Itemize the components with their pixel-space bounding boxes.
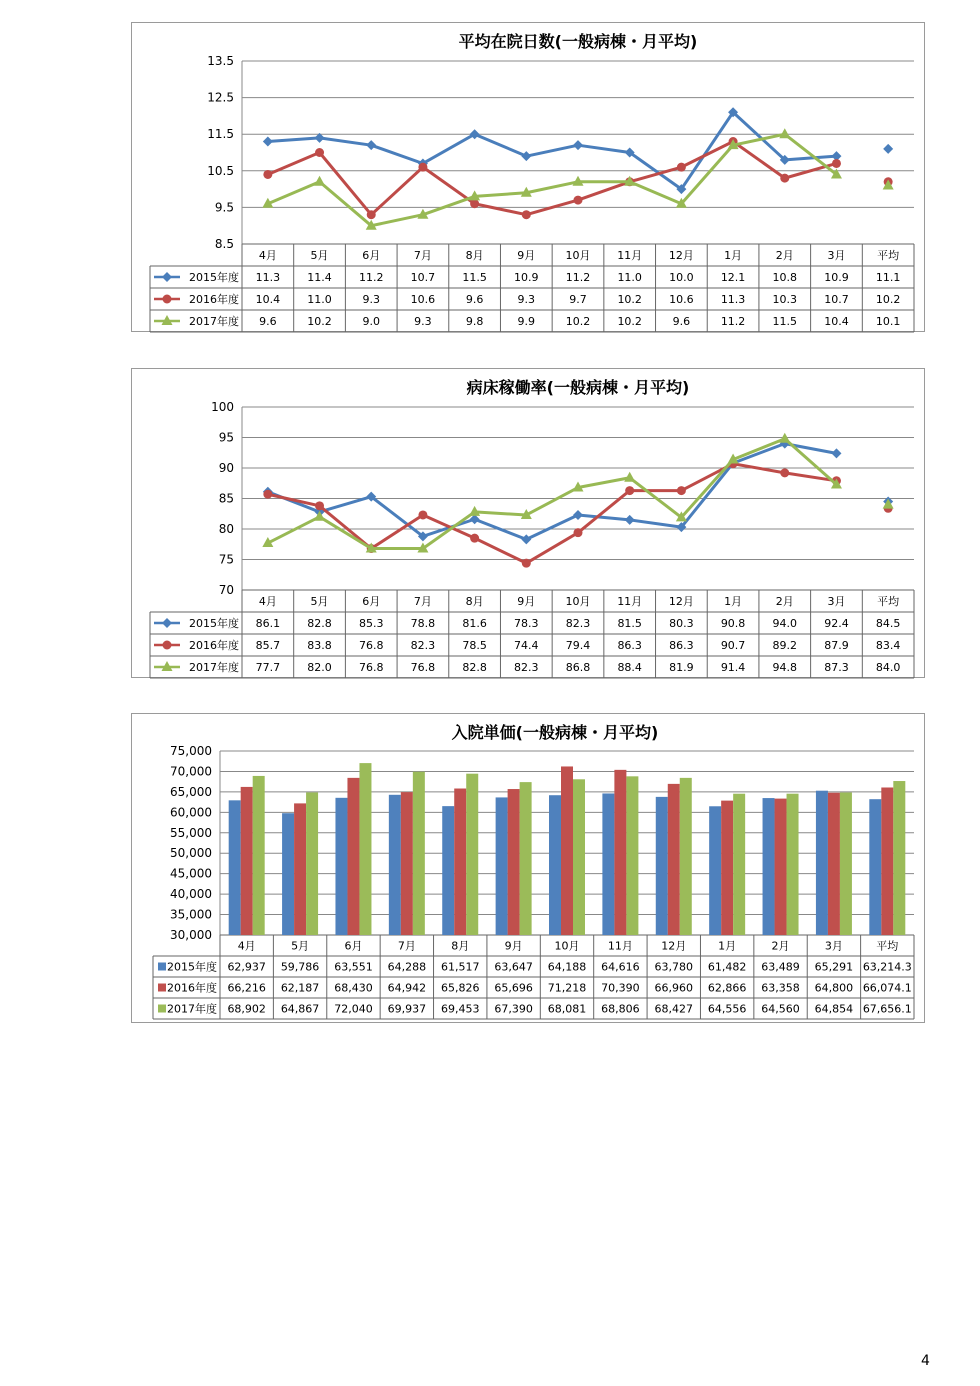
y-tick-label: 35,000	[170, 907, 212, 922]
data-table-cell: 68,081	[547, 1002, 587, 1016]
legend-key-marker	[162, 272, 172, 282]
y-tick-label: 45,000	[170, 866, 212, 881]
data-table-cell: 71,218	[547, 981, 587, 995]
data-point	[624, 472, 635, 482]
data-table-cell: 76.8	[358, 661, 384, 674]
bar	[359, 763, 371, 935]
data-table-cell: 72,040	[334, 1002, 373, 1016]
data-table-cell: 61,517	[440, 960, 480, 974]
legend-key	[158, 963, 166, 971]
data-point	[366, 140, 376, 150]
y-tick-label: 70,000	[170, 764, 212, 779]
data-table-cell: 82.3	[514, 661, 539, 674]
x-tick-label: 3月	[824, 939, 843, 953]
data-table-cell: 61,482	[707, 960, 747, 974]
data-table-cell: 68,430	[334, 981, 373, 995]
data-table-cell: 70,390	[601, 981, 640, 995]
x-tick-label: 11月	[617, 249, 643, 262]
data-table-cell: 87.9	[824, 639, 849, 652]
data-table-cell: 82.0	[307, 661, 332, 674]
data-point	[315, 501, 324, 510]
data-table-cell: 69,937	[387, 1002, 427, 1016]
data-table-cell: 62,187	[280, 981, 320, 995]
x-tick-label: 11月	[607, 939, 633, 953]
data-table-cell: 10.9	[824, 271, 849, 284]
data-point	[522, 210, 531, 219]
bar	[602, 793, 614, 935]
data-table-cell: 11.5	[772, 315, 798, 328]
x-tick-label: 1月	[718, 939, 737, 953]
series-line	[268, 134, 837, 226]
bar	[828, 793, 840, 935]
y-tick-label: 30,000	[170, 928, 212, 942]
x-tick-label: 6月	[344, 939, 363, 953]
data-table-cell: 63,214.3	[862, 960, 912, 974]
x-tick-label: 1月	[724, 249, 743, 262]
data-table-cell: 78.5	[462, 639, 487, 652]
legend-label: 2015年度	[167, 960, 217, 974]
legend-label: 2015年度	[189, 271, 239, 284]
data-table-cell: 11.3	[720, 293, 746, 306]
data-table-cell: 10.4	[824, 315, 849, 328]
data-table-cell: 76.8	[358, 639, 384, 652]
data-table-cell: 74.4	[514, 639, 539, 652]
x-tick-label: 5月	[291, 939, 310, 953]
series-line	[268, 142, 837, 215]
data-point	[315, 148, 324, 157]
bar	[893, 781, 905, 935]
data-table-cell: 10.0	[669, 271, 694, 284]
data-table-cell: 63,647	[494, 960, 533, 974]
data-point	[573, 510, 583, 520]
data-point	[883, 499, 894, 509]
data-point	[574, 528, 583, 537]
x-tick-label: 2月	[775, 595, 794, 608]
data-table-cell: 64,616	[601, 960, 640, 974]
y-tick-label: 65,000	[170, 784, 212, 799]
bar	[573, 779, 585, 935]
x-tick-label: 7月	[397, 939, 416, 953]
y-tick-label: 90	[218, 461, 234, 475]
data-table-cell: 10.2	[617, 293, 642, 306]
data-table-cell: 82.3	[410, 639, 436, 652]
data-table-cell: 81.9	[669, 661, 694, 674]
data-table-cell: 10.9	[514, 271, 539, 284]
y-tick-label: 40,000	[170, 887, 212, 902]
data-point	[314, 176, 325, 186]
data-point	[263, 137, 273, 147]
data-table-cell: 11.1	[875, 271, 901, 284]
data-point	[780, 468, 789, 477]
x-tick-label: 4月	[258, 595, 277, 608]
y-tick-label: 12.5	[207, 90, 234, 105]
bar	[520, 782, 532, 935]
data-point	[573, 140, 583, 150]
data-table-cell: 85.3	[358, 617, 384, 630]
x-tick-label: 7月	[413, 249, 432, 262]
data-table-cell: 64,800	[814, 981, 854, 995]
data-table-cell: 84.0	[875, 661, 901, 674]
avg-length-of-stay-chart	[131, 22, 925, 332]
x-tick-label: 8月	[451, 939, 470, 953]
data-point	[832, 159, 841, 168]
bar	[241, 787, 253, 935]
data-table-cell: 10.4	[255, 293, 281, 306]
y-tick-label: 80	[218, 522, 234, 536]
y-tick-label: 9.5	[214, 200, 234, 215]
y-tick-label: 85	[218, 491, 234, 506]
data-table-cell: 84.5	[875, 617, 901, 630]
y-tick-label: 8.5	[214, 237, 234, 251]
data-table-cell: 63,780	[654, 960, 694, 974]
data-table-cell: 10.7	[410, 271, 436, 284]
x-tick-label: 8月	[465, 249, 484, 262]
data-table-cell: 87.3	[824, 661, 849, 674]
data-point	[470, 199, 479, 208]
data-point	[831, 448, 841, 458]
data-table-cell: 86.3	[669, 639, 694, 652]
data-table-cell: 81.5	[617, 617, 642, 630]
data-table-cell: 9.3	[414, 315, 432, 328]
legend-key-marker	[162, 618, 172, 628]
bar	[282, 813, 294, 935]
bar	[401, 792, 413, 935]
data-table-cell: 9.6	[672, 315, 691, 328]
x-tick-label: 11月	[617, 595, 643, 608]
data-table-cell: 64,867	[280, 1002, 320, 1016]
data-table-cell: 86.3	[617, 639, 642, 652]
data-table-cell: 11.4	[307, 271, 332, 284]
y-tick-label: 100	[211, 400, 234, 414]
chart-title: 病床稼働率(一般病棟・月平均)	[466, 378, 690, 397]
bar	[881, 787, 893, 935]
data-table-cell: 65,696	[494, 981, 533, 995]
data-table-cell: 89.2	[772, 639, 798, 652]
bar	[656, 797, 668, 935]
data-table-cell: 64,288	[387, 960, 427, 974]
data-table-cell: 68,902	[227, 1002, 266, 1016]
data-table-cell: 11.0	[617, 271, 642, 284]
data-table-cell: 91.4	[720, 661, 746, 674]
avg-length-of-stay-svg	[132, 23, 926, 333]
bar	[668, 784, 680, 935]
data-table-cell: 82.8	[462, 661, 487, 674]
legend-key-marker	[163, 641, 172, 650]
data-table-cell: 64,188	[547, 960, 587, 974]
page-number: 4	[921, 1353, 930, 1369]
data-table-cell: 59,786	[280, 960, 320, 974]
y-tick-label: 60,000	[170, 805, 212, 820]
bar	[454, 789, 466, 935]
data-table-cell: 9.7	[569, 293, 587, 306]
data-table-cell: 11.2	[720, 315, 746, 328]
data-table-cell: 9.3	[362, 293, 380, 306]
x-tick-label: 9月	[504, 939, 523, 953]
x-tick-label: 10月	[554, 939, 580, 953]
y-tick-label: 55,000	[170, 825, 212, 840]
bar	[869, 799, 881, 935]
legend-label: 2016年度	[189, 639, 239, 652]
bar	[347, 778, 359, 935]
bar	[413, 772, 425, 935]
y-tick-label: 10.5	[207, 163, 234, 178]
data-table-cell: 63,489	[761, 960, 800, 974]
bar	[787, 794, 799, 935]
x-tick-label: 4月	[258, 249, 277, 262]
x-tick-label: 5月	[310, 249, 329, 262]
x-tick-label: 10月	[565, 249, 591, 262]
data-table-cell: 79.4	[565, 639, 591, 652]
bar	[442, 806, 454, 935]
legend-label: 2017年度	[189, 315, 239, 328]
data-table-cell: 62,937	[227, 960, 266, 974]
x-tick-label: 6月	[362, 595, 381, 608]
data-table-cell: 81.6	[462, 617, 487, 630]
bar	[816, 791, 828, 935]
x-tick-label: 3月	[827, 249, 846, 262]
data-table-cell: 94.8	[772, 661, 798, 674]
x-tick-label: 6月	[362, 249, 381, 262]
y-tick-label: 75	[218, 552, 234, 567]
data-table-cell: 11.2	[358, 271, 384, 284]
x-tick-label: 5月	[310, 595, 329, 608]
data-table-cell: 63,358	[761, 981, 800, 995]
x-tick-label: 10月	[565, 595, 591, 608]
legend-label: 2016年度	[189, 293, 239, 306]
bar	[614, 770, 626, 935]
data-table-cell: 9.6	[465, 293, 484, 306]
bar	[775, 799, 787, 935]
data-point	[883, 144, 893, 154]
data-table-cell: 62,866	[707, 981, 747, 995]
bar	[626, 776, 638, 935]
data-table-cell: 64,854	[814, 1002, 854, 1016]
data-table-cell: 9.9	[517, 315, 536, 328]
data-table-cell: 12.1	[720, 271, 746, 284]
bed-occupancy-chart	[131, 368, 925, 678]
bar	[680, 778, 692, 935]
data-table-cell: 10.7	[824, 293, 849, 306]
series-line	[268, 464, 837, 563]
legend-label: 2016年度	[167, 981, 217, 995]
bar	[496, 797, 508, 935]
data-point	[780, 174, 789, 183]
bar	[709, 806, 721, 935]
data-table-cell: 10.2	[617, 315, 642, 328]
data-table-cell: 64,942	[387, 981, 427, 995]
data-table-cell: 66,960	[654, 981, 694, 995]
x-tick-label: 3月	[827, 595, 846, 608]
data-table-cell: 83.4	[875, 639, 901, 652]
data-table-cell: 68,806	[601, 1002, 640, 1016]
data-table-cell: 10.1	[875, 315, 901, 328]
bar	[721, 801, 733, 935]
bar	[733, 794, 745, 935]
data-table-cell: 76.8	[410, 661, 436, 674]
bar	[561, 766, 573, 935]
data-table-cell: 78.3	[514, 617, 539, 630]
data-point	[470, 534, 479, 543]
x-tick-label: 7月	[413, 595, 432, 608]
x-tick-label: 12月	[668, 595, 694, 608]
inpatient-unit-price-chart	[131, 713, 925, 1023]
data-point	[625, 515, 635, 525]
bar	[306, 792, 318, 935]
data-table-cell: 66,216	[227, 981, 266, 995]
bar	[763, 798, 775, 935]
x-tick-label: 2月	[775, 249, 794, 262]
x-tick-label: 平均	[876, 939, 899, 953]
data-table-cell: 86.1	[255, 617, 281, 630]
data-table-cell: 10.2	[565, 315, 591, 328]
data-table-cell: 64,556	[707, 1002, 747, 1016]
data-table-cell: 90.8	[720, 617, 746, 630]
x-tick-label: 12月	[661, 939, 687, 953]
y-tick-label: 13.5	[207, 54, 234, 68]
data-point	[263, 490, 272, 499]
chart-title: 平均在院日数(一般病棟・月平均)	[458, 32, 698, 51]
bed-occupancy-svg	[132, 369, 926, 679]
data-table-cell: 80.3	[669, 617, 694, 630]
data-table-cell: 68,427	[654, 1002, 694, 1016]
data-table-cell: 92.4	[824, 617, 849, 630]
data-table-cell: 65,826	[440, 981, 480, 995]
x-tick-label: 9月	[517, 595, 536, 608]
data-point	[418, 163, 427, 172]
data-table-cell: 94.0	[772, 617, 798, 630]
data-point	[263, 170, 272, 179]
series-line	[268, 444, 837, 540]
chart-title: 入院単価(一般病棟・月平均)	[451, 723, 659, 742]
legend-label: 2017年度	[189, 661, 239, 674]
data-point	[677, 163, 686, 172]
data-table-cell: 82.8	[307, 617, 332, 630]
data-table-cell: 67,390	[494, 1002, 533, 1016]
legend-label: 2017年度	[167, 1002, 217, 1016]
data-point	[367, 210, 376, 219]
data-table-cell: 11.5	[462, 271, 487, 284]
data-point	[522, 559, 531, 568]
data-table-cell: 11.0	[307, 293, 332, 306]
data-table-cell: 9.0	[362, 315, 380, 328]
bar	[466, 774, 478, 935]
data-table-cell: 10.6	[410, 293, 436, 306]
y-tick-label: 95	[218, 430, 234, 445]
data-point	[779, 128, 790, 138]
data-table-cell: 77.7	[255, 661, 281, 674]
bar	[840, 792, 852, 935]
x-tick-label: 1月	[724, 595, 743, 608]
legend-key	[158, 984, 166, 992]
x-tick-label: 平均	[877, 595, 900, 608]
bar	[253, 776, 265, 935]
legend-key-marker	[163, 295, 172, 304]
data-table-cell: 9.8	[465, 315, 484, 328]
data-table-cell: 78.8	[410, 617, 436, 630]
data-point	[418, 510, 427, 519]
bar	[508, 789, 520, 935]
series-line	[268, 112, 837, 189]
y-tick-label: 75,000	[170, 744, 212, 758]
data-table-cell: 86.8	[565, 661, 591, 674]
data-table-cell: 85.7	[255, 639, 281, 652]
inpatient-unit-price-svg	[132, 714, 926, 1024]
bar	[294, 803, 306, 935]
y-tick-label: 70	[218, 583, 234, 597]
bar	[335, 798, 347, 935]
data-point	[625, 486, 634, 495]
legend-key	[158, 1005, 166, 1013]
x-tick-label: 平均	[877, 249, 900, 262]
data-point	[521, 534, 531, 544]
data-table-cell: 10.2	[307, 315, 332, 328]
data-table-cell: 66,074.1	[862, 981, 912, 995]
data-table-cell: 10.6	[669, 293, 694, 306]
x-tick-label: 12月	[668, 249, 694, 262]
x-tick-label: 2月	[771, 939, 790, 953]
data-table-cell: 11.3	[255, 271, 281, 284]
data-table-cell: 83.8	[307, 639, 332, 652]
data-table-cell: 9.3	[517, 293, 536, 306]
data-table-cell: 10.8	[772, 271, 798, 284]
data-table-cell: 69,453	[440, 1002, 480, 1016]
data-point	[574, 196, 583, 205]
data-point	[677, 486, 686, 495]
data-table-cell: 10.2	[875, 293, 901, 306]
data-table-cell: 9.6	[259, 315, 277, 328]
bar	[389, 795, 401, 935]
bar	[549, 795, 561, 935]
data-table-cell: 10.3	[772, 293, 798, 306]
data-point	[521, 151, 531, 161]
y-tick-label: 50,000	[170, 846, 212, 861]
x-tick-label: 4月	[237, 939, 256, 953]
data-table-cell: 67,656.1	[862, 1002, 912, 1016]
data-table-cell: 82.3	[565, 617, 591, 630]
y-tick-label: 11.5	[207, 127, 234, 142]
data-table-cell: 11.2	[565, 271, 591, 284]
bar	[229, 800, 241, 935]
data-table-cell: 64,560	[761, 1002, 800, 1016]
x-tick-label: 8月	[465, 595, 484, 608]
data-table-cell: 90.7	[720, 639, 746, 652]
legend-label: 2015年度	[189, 617, 239, 630]
data-table-cell: 88.4	[617, 661, 642, 674]
data-table-cell: 63,551	[334, 960, 373, 974]
x-tick-label: 9月	[517, 249, 536, 262]
data-table-cell: 65,291	[814, 960, 854, 974]
